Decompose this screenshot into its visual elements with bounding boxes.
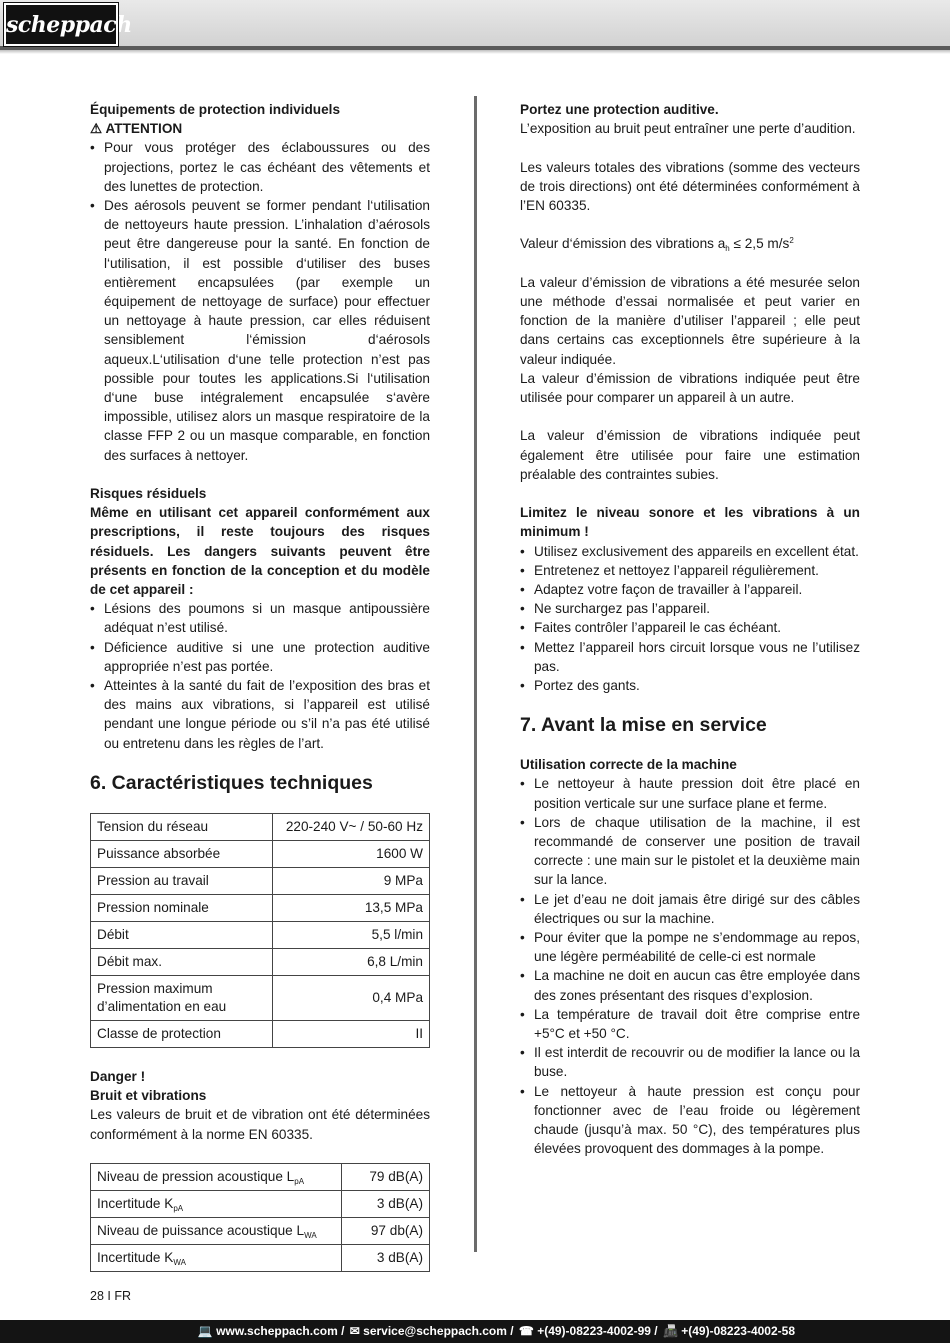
list-item: • Entretenez et nettoyez l’appareil régulièrement. xyxy=(520,561,860,580)
list-item: • Faites contrôler l’appareil le cas échéant. xyxy=(520,618,860,637)
vibration-estimate-text: La valeur d’émission de vibrations indiquée peut également être utilisée pour faire une estimation préalable des contraintes subies. xyxy=(520,428,860,482)
list-item: • Pour éviter que la pompe ne s’endommage au repos, une légère perméabilité de celle-ci est normale xyxy=(520,928,860,966)
limit-heading: Limitez le niveau sonore et les vibrations à un minimum ! xyxy=(520,505,860,540)
table-row: Classe de protection II xyxy=(91,1020,430,1047)
section-7-title: 7. Avant la mise en service xyxy=(520,714,767,737)
residual-list xyxy=(90,599,430,753)
specs-table xyxy=(90,813,430,1048)
list-item: • Portez des gants. xyxy=(520,676,860,695)
list-item: • La machine ne doit en aucun cas être employée dans des zones présentant des risques d’explosion. xyxy=(520,966,860,1004)
hearing-heading: Portez une protection auditive. xyxy=(520,102,719,117)
footer-bar xyxy=(0,1320,950,1343)
danger-heading: Danger ! xyxy=(90,1069,146,1085)
list-item: • Adaptez votre façon de travailler à l’appareil. xyxy=(520,580,860,599)
website-link[interactable]: 💻 www.scheppach.com / xyxy=(197,1324,345,1338)
list-item: • Mettez l’appareil hors circuit lorsque vous ne l’utilisez pas. xyxy=(520,638,860,676)
list-item: • Déficience auditive si une une protection auditive appropriée n’est pas portée. xyxy=(90,638,430,676)
hearing-text: L’exposition au bruit peut entraîner une perte d’audition. xyxy=(520,121,856,137)
table-row: Pression maximum d’alimentation en eau 0,4 MPa xyxy=(91,975,430,1020)
table-row: Incertitude $K_{WA}$ 3 dB(A) xyxy=(91,1245,430,1272)
usage-list xyxy=(520,774,860,1158)
ppe-heading: Équipements de protection individuels xyxy=(90,102,341,117)
residual-heading: Risques résiduels xyxy=(90,486,207,502)
list-item: • La température de travail doit être comprise entre +5°C et +50 °C. xyxy=(520,1005,860,1043)
residual-intro: Même en utilisant cet appareil conformément aux prescriptions, il reste toujours des risques résiduels. Les dangers suivants peuvent être présents en fonction de la conception et du modèle de cet appareil : xyxy=(90,505,430,598)
noise-text: Les valeurs de bruit et de vibration ont été déterminées conformément à la norme EN 60335. xyxy=(90,1107,430,1142)
table-row: Pression nominale 13,5 MPa xyxy=(91,894,430,921)
list-item: • Il est interdit de recouvrir ou de modifier la lance ou la buse. xyxy=(520,1043,860,1081)
brand-logo: scheppach xyxy=(4,3,118,46)
usage-heading: Utilisation correcte de la machine xyxy=(520,757,737,773)
table-row: Niveau de puissance acoustique $L_{WA}$ 97 db(A) xyxy=(91,1218,430,1245)
list-item: • Utilisez exclusivement des appareils en excellent état. xyxy=(520,542,860,561)
noise-table xyxy=(90,1163,430,1272)
fax-number: 📠 +(49)-08223-4002-58 xyxy=(662,1324,795,1338)
list-item: • Lors de chaque utilisation de la machine, il est recommandé de conserver une position de travail correcte : une main sur le pistolet et la deuxième main sur la lance. xyxy=(520,813,860,890)
list-item: • Des aérosols peuvent se former pendant l‘utilisation de nettoyeurs haute pression. L’inhalation d’aérosols peut être dangereuse pour la santé. En fonction de l‘utilisation, il est possible d‘utiliser des buses entièrement encapsulées (par exemple un équipement de nettoyage de surface) pour effectuer un nettoyage à haute pression, car elles réduisent sensiblement l‘émission d‘aérosols aqueux.L‘utilisation d‘une telle protection n’est pas possible pour toutes les applications.Si l‘utilisation d‘une buse intégralement encapsulée s‘avère impossible, utilisez alors un masque respiratoire de la classe FFP 2 ou un masque comparable, en fonction des surfaces à nettoyer. xyxy=(90,196,430,465)
table-row: Niveau de pression acoustique $L_{pA}$ 79 dB(A) xyxy=(91,1164,430,1191)
limit-list xyxy=(520,542,860,696)
vibration-total-text: Les valeurs totales des vibrations (somme des vecteurs de trois directions) ont été déterminées conformément à l’EN 60335. xyxy=(520,159,860,213)
section-6-title: 6. Caractéristiques techniques xyxy=(90,771,373,794)
email-link[interactable]: ✉ service@scheppach.com / xyxy=(349,1324,514,1338)
noise-heading: Bruit et vibrations xyxy=(90,1088,207,1104)
column-divider xyxy=(474,96,477,1252)
list-item: • Ne surchargez pas l’appareil. xyxy=(520,599,860,618)
list-item: • Pour vous protéger des éclaboussures ou des projections, portez le cas échéant des vêtements et des lunettes de protection. xyxy=(90,138,430,196)
list-item: • Lésions des poumons si un masque antipoussière adéquat n’est utilisé. xyxy=(90,599,430,637)
table-row: Débit 5,5 l/min xyxy=(91,921,430,948)
vibration-compare-text: La valeur d’émission de vibrations indiquée peut être utilisée pour comparer un appareil à un autre. xyxy=(520,370,860,405)
list-item: • Le jet d’eau ne doit jamais être dirigé sur des câbles électriques ou sur la machine. xyxy=(520,890,860,928)
header-bar xyxy=(0,0,950,50)
attention-label: ⚠ ATTENTION xyxy=(90,121,183,137)
ppe-list xyxy=(90,138,430,464)
table-row: Puissance absorbée 1600 W xyxy=(91,840,430,867)
list-item: • Le nettoyeur à haute pression est conçu pour fonctionner avec de l’eau froide ou légèrement chaude (jusqu’à max. 50 °C), des températures plus élevées provoquent des dommages à la pompe. xyxy=(520,1082,860,1159)
list-item: • Le nettoyeur à haute pression doit être placé en position verticale sur une surface plane et ferme. xyxy=(520,774,860,812)
table-row: Débit max. 6,8 L/min xyxy=(91,948,430,975)
table-row: Pression au travail 9 MPa xyxy=(91,867,430,894)
table-row: Tension du réseau 220-240 V~ / 50-60 Hz xyxy=(91,813,430,840)
list-item: • Atteintes à la santé du fait de l’exposition des bras et des mains aux vibrations, si l’appareil est utilisé pendant une longue période ou s’il n’a pas été utilisé ou entretenu dans les règles de l’art. xyxy=(90,676,430,753)
vibration-measured-text: La valeur d’émission de vibrations a été mesurée selon une méthode d’essai normalisée et peut varier en fonction de la manière d’utiliser l’appareil ; elle peut dans certains cas exceptionnels être supérieure à la valeur indiquée. xyxy=(520,274,860,367)
left-column xyxy=(90,100,430,1272)
right-column xyxy=(520,100,860,1158)
phone-number: ☎ +(49)-08223-4002-99 / xyxy=(518,1324,658,1338)
vibration-value: Valeur d‘émission des vibrations $a_h \le 2,5$ $m/s^2$ xyxy=(520,236,794,254)
page-number: 28 I FR xyxy=(90,1289,131,1303)
table-row: Incertitude $K_{pA}$ 3 dB(A) xyxy=(91,1191,430,1218)
